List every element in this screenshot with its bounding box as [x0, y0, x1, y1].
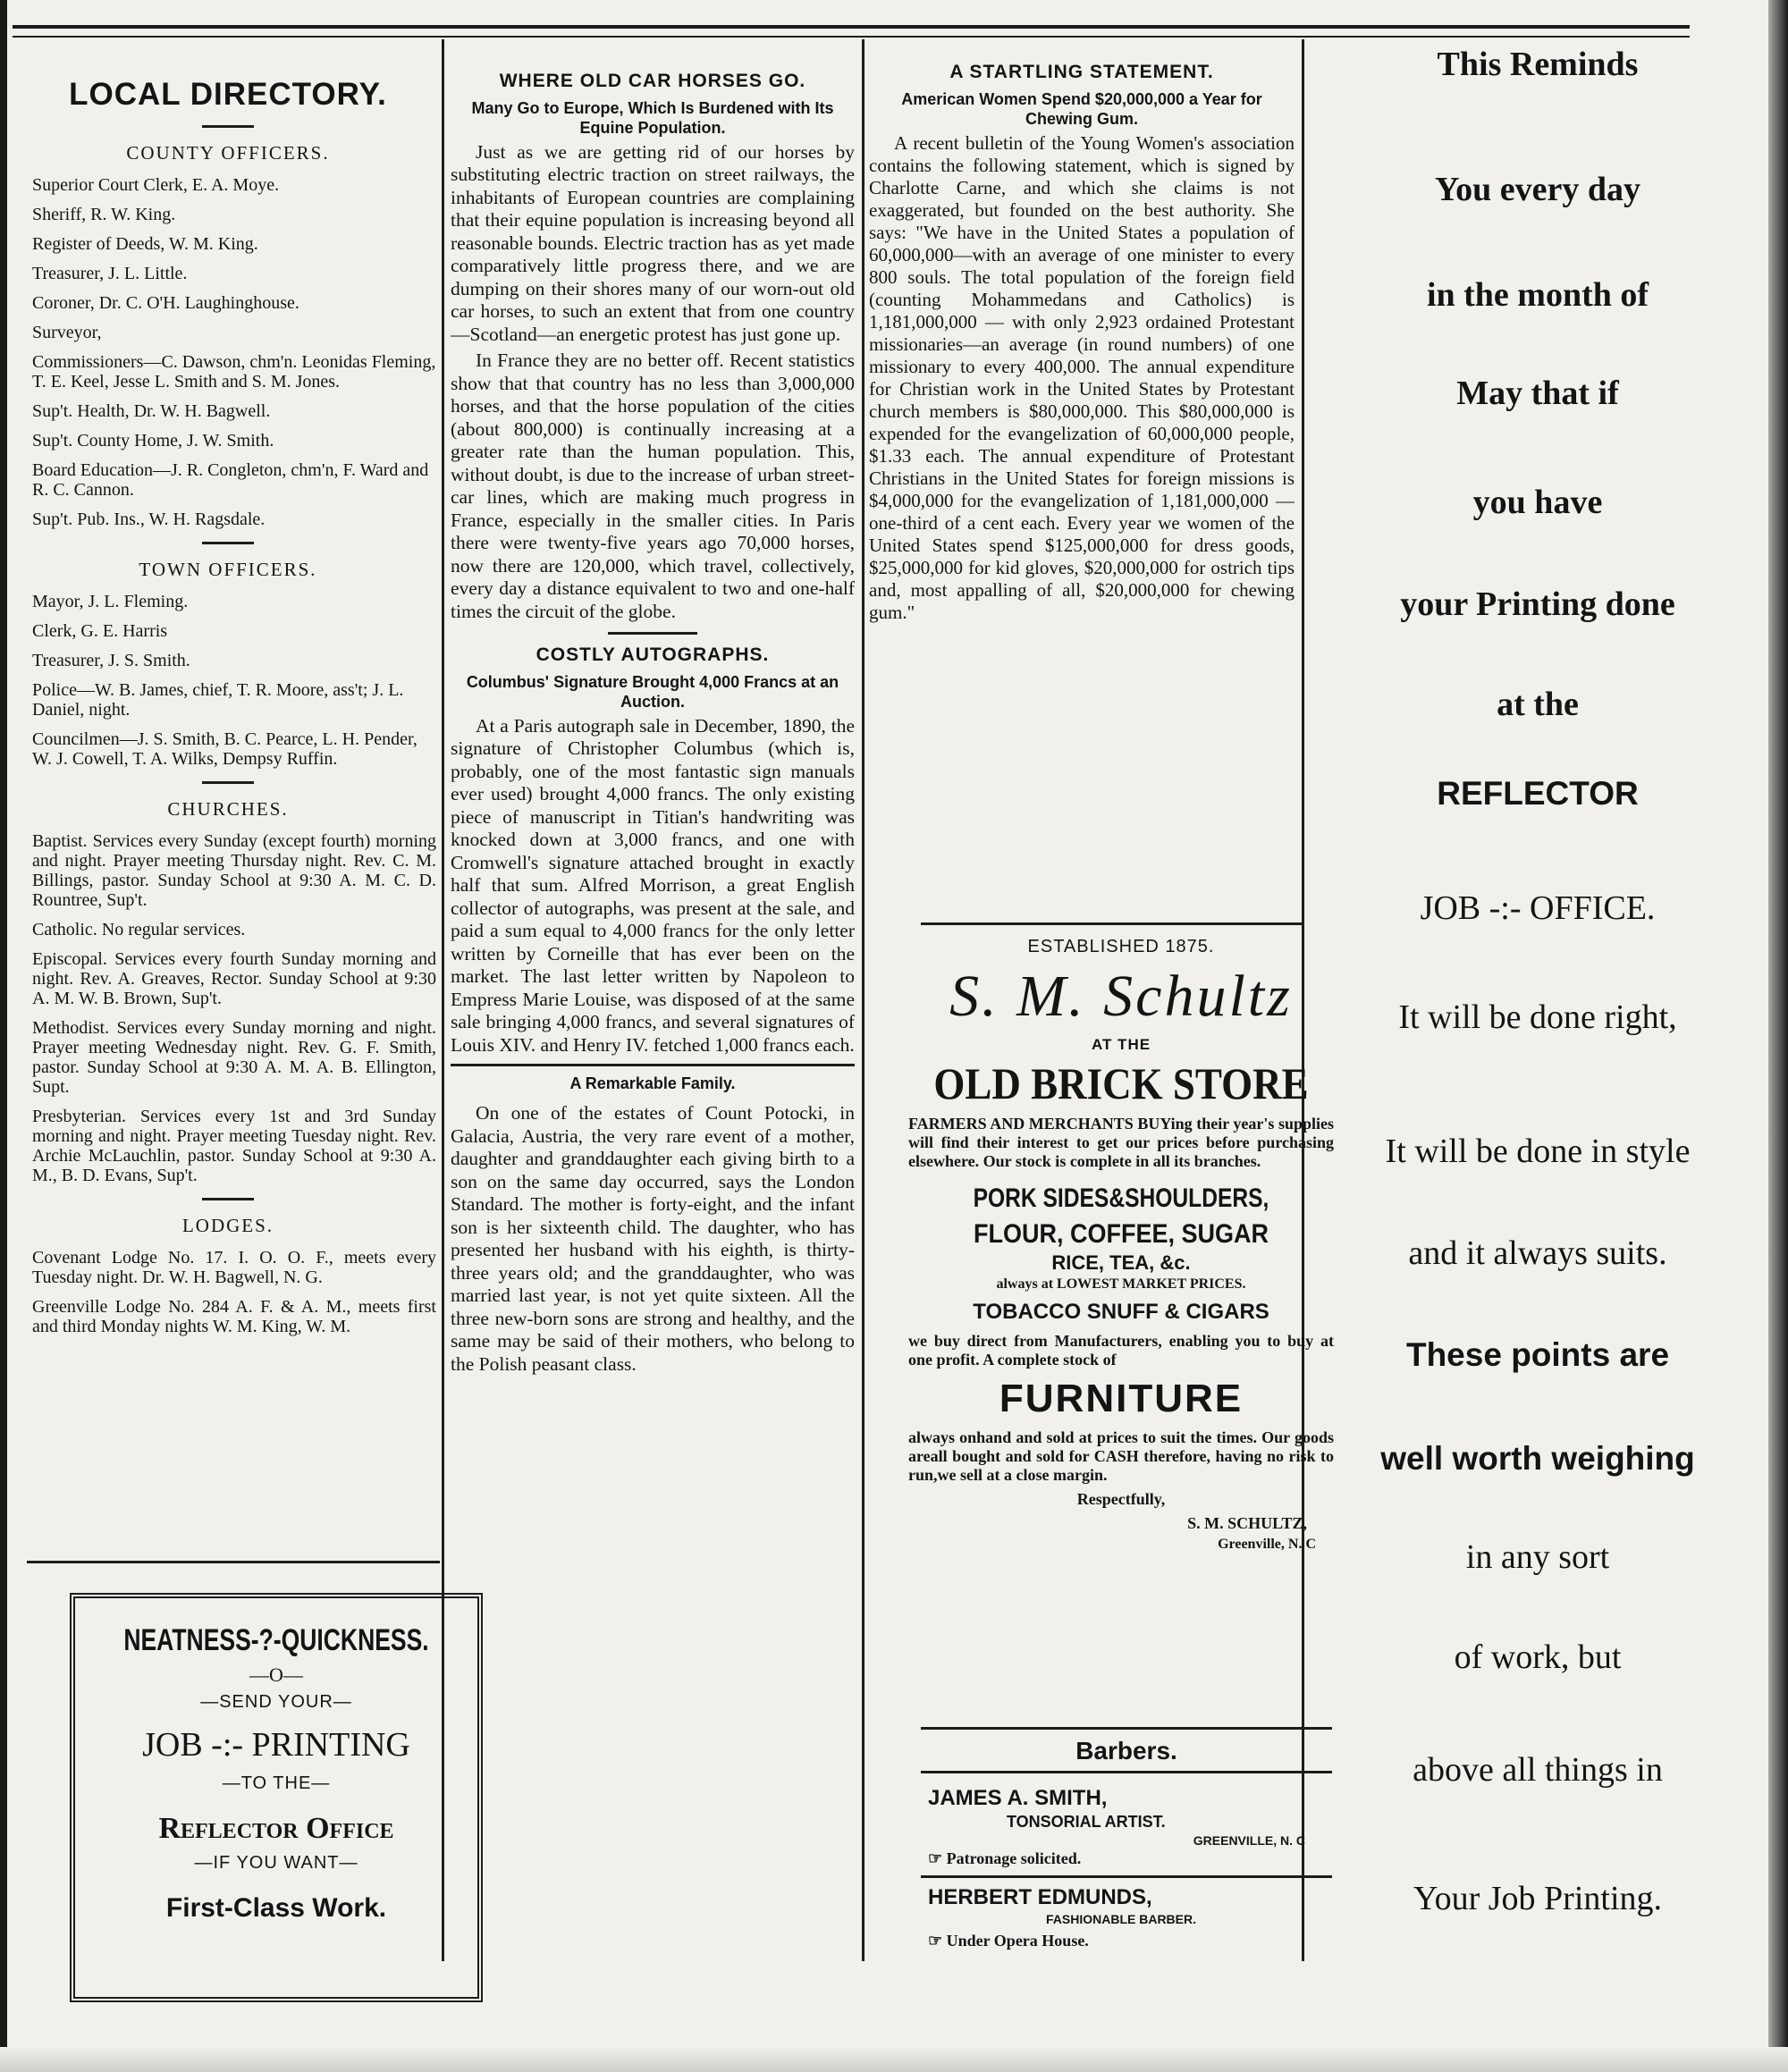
directory-entry: Sup't. Pub. Ins., W. H. Ragsdale. — [32, 510, 266, 529]
article-headline: A STARTLING STATEMENT. — [949, 62, 1214, 82]
ad-line: you have — [1472, 484, 1603, 521]
directory-entry: Board Education—J. R. Congleton, chm'n, F. Ward and R. C. Cannon. — [32, 460, 429, 500]
churches-heading: CHURCHES. — [167, 798, 289, 820]
ad-text: Respectfully, — [1076, 1490, 1166, 1508]
scan-edge-left — [0, 0, 7, 2072]
divider — [451, 1064, 855, 1066]
article-subhead: Columbus' Signature Brought 4,000 Francs at an Auction. — [466, 672, 839, 711]
directory-entry: Sheriff, R. W. King. — [32, 205, 176, 224]
ad-established: ESTABLISHED 1875. — [1027, 937, 1215, 956]
ad-signature: S. M. SCHULTZ, — [1187, 1514, 1307, 1532]
top-rule-thin — [13, 36, 1690, 38]
ad-line: above all things in — [1413, 1751, 1663, 1789]
directory-entry: Coroner, Dr. C. O'H. Laughinghouse. — [32, 293, 299, 313]
ad-line: May that if — [1456, 375, 1619, 412]
article-paragraph: Just as we are getting rid of our horses by substituting electric traction on street railways, the inhabitants of European countries are complaining that their equine population is increasing beyond all reasonable bounds. Electric traction has as yet made comparatively little progress there, and we are dumping on their shores many of our worn-out old car horses, to such an extent that from one country—Scotland—an energetic protest has just gone up. — [451, 140, 855, 345]
ad-line: REFLECTOR — [1437, 775, 1639, 812]
ad-text: PORK SIDES&SHOULDERS, — [973, 1183, 1269, 1213]
divider — [921, 1727, 1332, 1730]
ad-text: —SEND YOUR— — [200, 1692, 352, 1712]
divider — [921, 1771, 1332, 1773]
directory-entry: Catholic. No regular services. — [32, 920, 246, 939]
ad-text: RICE, TEA, &c. — [1051, 1251, 1191, 1274]
directory-entry: Episcopal. Services every fourth Sunday morning and night. Rev. A. Greaves, Rector. Sunday School at 9:30 A. M. W. B. Brown, Sup't. — [32, 949, 436, 1008]
ad-line: of work, but — [1454, 1638, 1622, 1676]
directory-entry: Presbyterian. Services every 1st and 3rd Sunday morning and night. Prayer meeting Tuesday night. Rev. Archie McLauchlin, pastor. Sunday School at 9:30 A. M., B. D. Evans, Sup't. — [32, 1107, 436, 1185]
directory-entry: Methodist. Services every Sunday morning and night. Prayer meeting Wednesday night. Rev. G. F. Smith, pastor. Sunday School at 9:30 A. M. A. B. Ellington, Supt. — [32, 1018, 436, 1097]
lodges-heading: LODGES. — [181, 1215, 274, 1236]
barber-town: GREENVILLE, N. C — [1193, 1833, 1305, 1848]
ad-text: —TO THE— — [222, 1773, 331, 1793]
directory-entry: Register of Deeds, W. M. King. — [32, 234, 258, 254]
ad-text: TOBACCO SNUFF & CIGARS — [973, 1300, 1269, 1324]
ad-text: we buy direct from Manufacturers, enabling you to buy at one profit. A complete stock of — [908, 1332, 1334, 1369]
ad-text: FLOUR, COFFEE, SUGAR — [973, 1219, 1269, 1249]
directory-entry: Commissioners—C. Dawson, chm'n. Leonidas Fleming, T. E. Keel, Jesse L. Smith and S. M. Jones. — [32, 352, 436, 392]
article-headline: A Remarkable Family. — [569, 1074, 736, 1092]
ad-line: and it always suits. — [1408, 1234, 1667, 1272]
divider — [202, 781, 254, 784]
barber-title: FASHIONABLE BARBER. — [1046, 1912, 1197, 1926]
county-officers-heading: COUNTY OFFICERS. — [126, 142, 330, 164]
divider — [202, 1198, 254, 1200]
divider — [27, 1561, 440, 1563]
ad-text: AT THE — [1091, 1036, 1151, 1053]
directory-entry: Treasurer, J. S. Smith. — [32, 651, 190, 670]
article-headline: COSTLY AUTOGRAPHS. — [536, 644, 770, 665]
directory-entry: Sup't. Health, Dr. W. H. Bagwell. — [32, 401, 271, 421]
ad-line: JOB -:- OFFICE. — [1420, 889, 1656, 927]
article-paragraph: On one of the estates of Count Potocki, in Galacia, Austria, the very rare event of a mother, daughter and granddaughter each giving birth to a son on the same day occurred, says the London Standard. The mother is forty-eight, and the infant son is her sixteenth child. The daughter, who has presented her husband with his eighth, is thirty-three years old; and the granddaughter, who was married last year, is not yet quite sixteen. All the three new-born sons are strong and healthy, and the same may be said of their mothers, who belong to the Polish peasant class. — [451, 1102, 855, 1375]
ad-line: You every day — [1434, 171, 1641, 208]
ad-line: This Reminds — [1437, 46, 1639, 83]
scan-edge-right — [1768, 0, 1788, 2072]
barbers-section — [921, 1727, 1332, 1950]
directory-entry: Councilmen—J. S. Smith, B. C. Pearce, L. H. Pender, W. J. Cowell, T. A. Wilks, Dempsy Ruffin. — [32, 729, 417, 769]
ad-text: FARMERS AND MERCHANTS BUYing their year's supplies will find their interest to get our prices before purchasing elsewhere. Our stock is complete in all its branches. — [908, 1115, 1334, 1170]
article-subhead: American Women Spend $20,000,000 a Year for Chewing Gum. — [901, 89, 1262, 128]
ad-text: JOB -:- PRINTING — [142, 1726, 410, 1764]
ad-text: —IF YOU WANT— — [194, 1853, 358, 1873]
article-headline: WHERE OLD CAR HORSES GO. — [499, 71, 806, 91]
ad-line: in the month of — [1426, 276, 1649, 314]
ad-text: Reflector Office — [158, 1812, 394, 1845]
divider — [202, 542, 254, 544]
barber-note: ☞ Under Opera House. — [928, 1932, 1089, 1950]
directory-entry: Treasurer, J. L. Little. — [32, 264, 188, 283]
directory-entry: Greenville Lodge No. 284 A. F. & A. M., meets first and third Monday nights W. M. King, W. M. — [32, 1297, 436, 1336]
ad-line: well worth weighing — [1380, 1440, 1695, 1477]
ad-line: Your Job Printing. — [1413, 1880, 1663, 1917]
barber-name: HERBERT EDMUNDS, — [928, 1885, 1152, 1909]
divider — [608, 632, 697, 635]
directory-entry: Police—W. B. James, chief, T. R. Moore, ass't; J. L. Daniel, night. — [32, 680, 404, 720]
town-officers-heading: TOWN OFFICERS. — [139, 559, 317, 580]
directory-entry: Surveyor, — [32, 323, 102, 342]
column-rule-2 — [862, 39, 864, 1961]
ad-line: in any sort — [1465, 1538, 1610, 1576]
column-2 — [451, 46, 855, 1379]
barbers-heading: Barbers. — [1075, 1737, 1177, 1765]
directory-entry: Superior Court Clerk, E. A. Moye. — [32, 175, 280, 195]
ad-line: It will be done in style — [1385, 1133, 1691, 1170]
divider — [202, 125, 254, 128]
ad-text: always at LOWEST MARKET PRICES. — [996, 1276, 1246, 1292]
reflector-ad — [1314, 46, 1761, 1968]
ad-text: First-Class Work. — [165, 1893, 387, 1923]
ad-headline: NEATNESS-?-QUICKNESS. — [123, 1623, 429, 1657]
ad-text: —O— — [249, 1663, 303, 1686]
local-directory — [20, 46, 436, 1346]
ad-merchant-name: S. M. Schultz — [949, 964, 1293, 1029]
article-subhead: Many Go to Europe, Which Is Burdened with Its Equine Population. — [471, 98, 834, 137]
divider — [921, 922, 1302, 925]
ad-line: It will be done right, — [1398, 998, 1677, 1036]
ad-text: Greenville, N. C — [1218, 1537, 1316, 1552]
ad-line: your Printing done — [1400, 585, 1675, 623]
ad-furniture: FURNITURE — [999, 1377, 1244, 1420]
barber-title: TONSORIAL ARTIST. — [1007, 1813, 1166, 1831]
divider — [921, 1875, 1332, 1878]
ad-line: These points are — [1405, 1336, 1670, 1373]
column-3 — [869, 46, 1295, 627]
article-paragraph: At a Paris autograph sale in December, 1890, the signature of Christopher Columbus (which is, probably, one of the most fantastic sign manuals ever used) brought 4,000 francs. The only existing piece of manuscript in Titian's handwriting was knocked down at 3,000 francs, and one with Cromwell's signature attached brought in exactly half that sum. Alfred Morrison, a great English collector of autographs, was present at the sale, and paid a sum equal to 4,000 francs for the only letter written by Corneille that has ever been on the market. The last letter written by Napoleon to Empress Marie Louise, was disposed of at the same sale bringing 4,000 francs, and several signatures of Louis XIV. and Henry IV. fetched 1,000 francs each. — [451, 714, 855, 1056]
directory-entry: Covenant Lodge No. 17. I. O. O. F., meets every Tuesday night. Dr. W. H. Bagwell, N. G. — [32, 1248, 436, 1287]
barber-note: ☞ Patronage solicited. — [928, 1849, 1082, 1867]
barber-name: JAMES A. SMITH, — [928, 1786, 1108, 1810]
directory-entry: Sup't. County Home, J. W. Smith. — [32, 431, 274, 451]
article-paragraph: In France they are no better off. Recent statistics show that that country has no less than 3,000,000 horses, and that the horse population of the cities (about 800,000) is continually increasing at a greater rate than the human population. This, without doubt, is due to the increase of urban street-car lines, which are making much progress in France, especially in the smaller cities. In Paris there were twenty-five years ago 70,000 horses, now there are 120,000, which travel, collectively, every day a distance equivalent to two and one-half times the circuit of the globe. — [451, 350, 855, 622]
article-paragraph: A recent bulletin of the Young Women's association contains the following statement, which is signed by Charlotte Carne, and which she claims is not exaggerated, but founded on the best authority. She says: "We have in the United States a population of 60,000,000—with an average of one minister to every 800 souls. The total population of the foreign field (counting Mohammedans and Catholics) is 1,181,000,000 — with only 2,923 ordained Protestant missionaries—an average (in round numbers) of one missionary to every 400,000. The annual expenditure for Christian work in the United States by Protestant church members is $80,000,000. This $80,000,000 is expended for the evangelization of 60,000,000 people, $1.33 each. The annual expenditure of Protestant Christians in the United States for foreign missions is $4,000,000 for the evangelization of 1,181,000,000 — one-third of a cent each. Every year we women of the United States spend $125,000,000 for dress goods, $25,000,000 for kid gloves, $20,000,000 for ostrich tips and, most appalling of all, $20,000,000 for chewing gum." — [869, 131, 1295, 623]
schultz-ad — [908, 937, 1334, 1553]
directory-entry: Mayor, J. L. Fleming. — [32, 592, 189, 611]
ad-store-name: OLD BRICK STORE — [933, 1058, 1309, 1108]
neatness-quickness-ad — [70, 1593, 483, 2002]
directory-entry: Baptist. Services every Sunday (except fourth) morning and night. Prayer meeting Thursday night. Rev. C. M. Billings, pastor. Sunday School at 9:30 A. M. C. D. Rountree, Sup't. — [32, 831, 436, 910]
top-rule — [13, 25, 1690, 29]
directory-title: LOCAL DIRECTORY. — [69, 77, 387, 112]
scan-edge-bottom — [0, 2047, 1788, 2072]
ad-text: always onhand and sold at prices to suit the times. Our goods areall bought and sold for CASH therefore, having no risk to run,we sell at a close margin. — [908, 1428, 1334, 1484]
directory-entry: Clerk, G. E. Harris — [32, 621, 168, 641]
ad-line: at the — [1497, 686, 1579, 723]
